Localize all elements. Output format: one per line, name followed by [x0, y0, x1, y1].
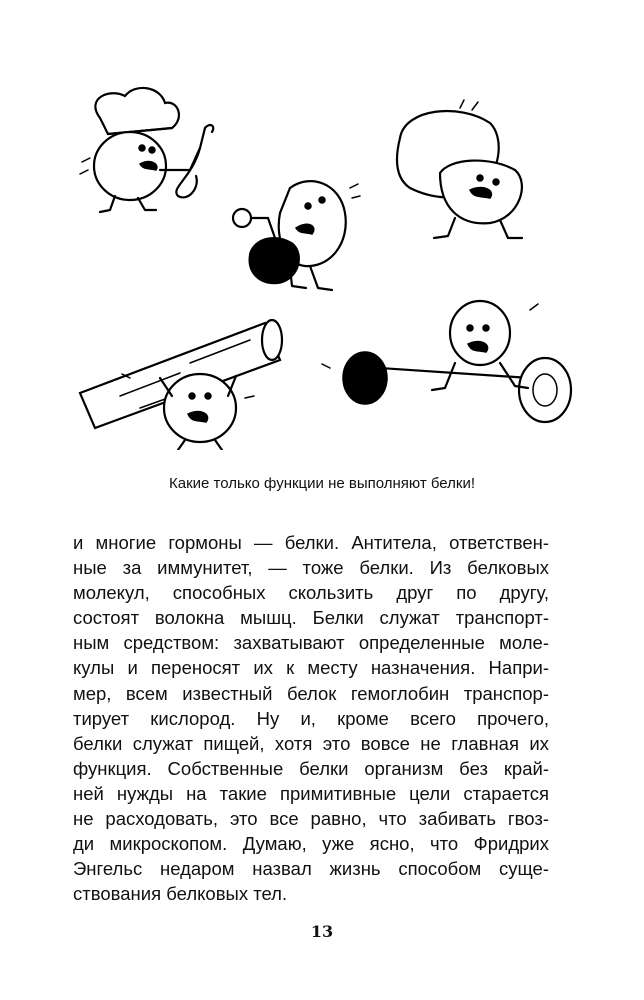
- text-line: ные за иммунитет, — тоже белки. Из белковых: [73, 557, 549, 579]
- text-line: молекул, способных скользить друг по другу,: [73, 582, 549, 604]
- body-text: [73, 530, 549, 906]
- text-line: тирует кислород. Ну и, кроме всего прочего,: [73, 707, 549, 729]
- text-line: ди микроскопом. Думаю, уже ясно, что Фридрих: [73, 833, 549, 855]
- text-line: белки служат пищей, хотя это вовсе не главная их: [73, 732, 549, 754]
- bag-carrier-protein-icon: [233, 181, 360, 290]
- text-line: Энгельс недаром назвал жизнь способом суще-: [73, 858, 549, 880]
- page-number: 13: [310, 922, 334, 941]
- text-line: не расходовать, это все равно, что забивать гвоз-: [73, 808, 549, 830]
- barbell-protein-icon: [322, 301, 571, 422]
- text-line: кулы и переносят их к месту назначения. Напри-: [73, 657, 549, 679]
- text-line: мер, всем известный белок гемоглобин транспор-: [73, 682, 549, 704]
- log-lifter-protein-icon: [80, 320, 282, 450]
- proteins-illustration: [60, 78, 590, 450]
- text-line: ным средством: захватывают определенные моле-: [73, 632, 549, 654]
- chef-protein-icon: [80, 88, 213, 212]
- sack-carrier-protein-icon: [397, 100, 522, 238]
- text-line: и многие гормоны — белки. Антитела, ответствен-: [73, 532, 549, 553]
- text-line: функция. Собственные белки организм без край-: [73, 757, 549, 779]
- text-line: ствования белковых тел.: [73, 883, 288, 905]
- text-line: ней нужды на такие примитивные цели старается: [73, 782, 549, 804]
- text-line: состоят волокна мышц. Белки служат транспорт-: [73, 607, 549, 629]
- illustration-caption: Какие только функции не выполняют белки!: [168, 475, 475, 492]
